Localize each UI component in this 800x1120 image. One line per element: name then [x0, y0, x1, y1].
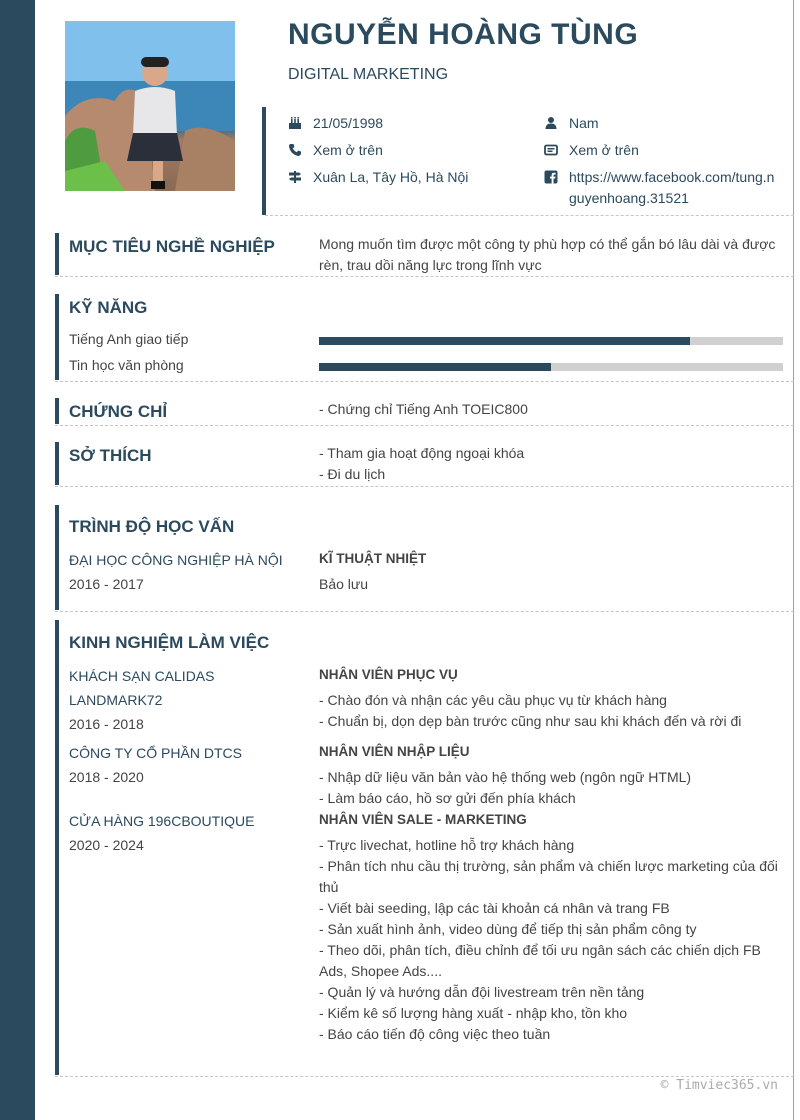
facebook-link-line2[interactable]: guyenhoang.31521	[569, 190, 689, 206]
objective-line-1: Mong muốn tìm được một công ty phù hợp có thể gắn bó lâu dài và được	[319, 236, 776, 252]
contact-address	[288, 167, 468, 188]
skills-title: KỸ NĂNG	[69, 298, 148, 317]
job-period: 2016 - 2018	[69, 716, 144, 732]
job-duty: - Kiểm kê số lượng hàng xuất - nhập kho, tồn kho	[319, 1005, 628, 1021]
skill-name: Tiếng Anh giao tiếp	[69, 331, 189, 347]
hobbies-accent-bar	[55, 442, 59, 485]
divider	[55, 425, 794, 426]
contact-dob	[288, 113, 383, 134]
job-duty: - Chuẩn bị, dọn dẹp bàn trước cũng như sau khi khách đến và rời đi	[319, 713, 742, 729]
company-name: LANDMARK72	[69, 692, 163, 708]
contact-phone	[288, 140, 383, 161]
education-accent-bar	[55, 505, 59, 610]
birthday-cake-icon	[288, 116, 302, 130]
hobby-item: - Tham gia hoạt động ngoại khóa	[319, 445, 525, 461]
divider	[55, 1076, 794, 1077]
hobbies-title: SỞ THÍCH	[69, 446, 152, 465]
job-duty: - Chào đón và nhận các yêu cầu phục vụ từ khách hàng	[319, 692, 667, 708]
job-position: NHÂN VIÊN PHỤC VỤ	[319, 667, 458, 682]
phone-text: Xem ở trên	[313, 142, 383, 158]
facebook-icon	[544, 170, 558, 184]
divider	[55, 486, 794, 487]
experience-title: KINH NGHIỆM LÀM VIỆC	[69, 633, 270, 652]
company-name: CỬA HÀNG 196CBOUTIQUE	[69, 813, 255, 829]
job-period: 2018 - 2020	[69, 769, 144, 785]
skill-level-bar	[319, 337, 783, 345]
job-duty: - Viết bài seeding, lập các tài khoản cá nhân và trang FB	[319, 900, 670, 916]
company-name: CÔNG TY CỔ PHẦN DTCS	[69, 745, 242, 761]
skill-level-fill	[319, 337, 690, 345]
contact-accent-bar	[262, 107, 266, 215]
job-duty: - Làm báo cáo, hồ sơ gửi đến phía khách	[319, 790, 576, 806]
hobby-item: - Đi du lịch	[319, 466, 386, 482]
facebook-link-line1[interactable]: https://www.facebook.com/tung.n	[569, 169, 775, 185]
company-name: KHÁCH SẠN CALIDAS	[69, 668, 215, 684]
contact-gender	[544, 113, 599, 134]
job-duty: Ads, Shopee Ads....	[319, 963, 442, 979]
job-duty: - Sản xuất hình ảnh, video dùng để tiếp thị sản phẩm công ty	[319, 921, 697, 937]
divider	[55, 381, 794, 382]
certificates-accent-bar	[55, 398, 59, 424]
job-duty: - Trực livechat, hotline hỗ trợ khách hàng	[319, 837, 575, 853]
job-duty: - Nhập dữ liệu văn bản vào hệ thống web (ngôn ngữ HTML)	[319, 769, 692, 785]
cv-page	[35, 0, 794, 1120]
signpost-icon	[288, 170, 302, 184]
job-duty: - Quản lý và hướng dẫn đội livestream trên nền tảng	[319, 984, 645, 1000]
address-text: Xuân La, Tây Hồ, Hà Nội	[313, 169, 469, 185]
experience-accent-bar	[55, 620, 59, 1075]
job-duty: - Theo dõi, phân tích, điều chỉnh để tối ưu ngân sách các chiến dịch FB	[319, 942, 761, 958]
dob-text: 21/05/1998	[313, 115, 384, 131]
objective-title: MỤC TIÊU NGHỀ NGHIỆP	[69, 237, 275, 256]
user-icon	[544, 116, 558, 130]
skill-level-bar	[319, 363, 783, 371]
contact-email	[544, 140, 639, 161]
gender-text: Nam	[569, 115, 599, 131]
skills-accent-bar	[55, 294, 59, 380]
phone-icon	[288, 143, 302, 157]
email-icon	[544, 143, 558, 157]
school-name: ĐẠI HỌC CÔNG NGHIỆP HÀ NỘI	[69, 552, 283, 568]
divider	[55, 611, 794, 612]
skill-name: Tin học văn phòng	[69, 357, 184, 373]
education-title: TRÌNH ĐỘ HỌC VẤN	[69, 517, 235, 536]
objective-accent-bar	[55, 233, 59, 275]
job-duty: - Phân tích nhu cầu thị trường, sản phẩm và chiến lược marketing của đối	[319, 858, 778, 874]
job-position: NHÂN VIÊN NHẬP LIỆU	[319, 744, 470, 759]
watermark-footer: © Timviec365.vn	[660, 1078, 778, 1093]
certificate-item: - Chứng chỉ Tiếng Anh TOEIC800	[319, 401, 528, 417]
email-text: Xem ở trên	[569, 142, 639, 158]
education-period: 2016 - 2017	[69, 576, 144, 592]
job-position: NHÂN VIÊN SALE - MARKETING	[319, 812, 527, 827]
divider	[55, 276, 794, 277]
job-period: 2020 - 2024	[69, 837, 144, 853]
certificates-title: CHỨNG CHỈ	[69, 402, 168, 421]
divider	[265, 215, 794, 216]
job-title: DIGITAL MARKETING	[288, 66, 449, 83]
profile-photo-illustration	[65, 21, 235, 191]
left-color-strip	[0, 0, 35, 1120]
job-duty: thủ	[319, 879, 339, 895]
candidate-name: NGUYỄN HOÀNG TÙNG	[288, 18, 639, 51]
profile-photo	[65, 21, 235, 191]
contact-facebook[interactable]	[544, 167, 794, 209]
education-status: Bảo lưu	[319, 576, 369, 592]
objective-line-2: rèn, trau dồi năng lực trong lĩnh vực	[319, 257, 542, 273]
skill-level-fill	[319, 363, 551, 371]
job-duty: - Báo cáo tiến độ công việc theo tuần	[319, 1026, 551, 1042]
education-major: KĨ THUẬT NHIỆT	[319, 551, 427, 566]
